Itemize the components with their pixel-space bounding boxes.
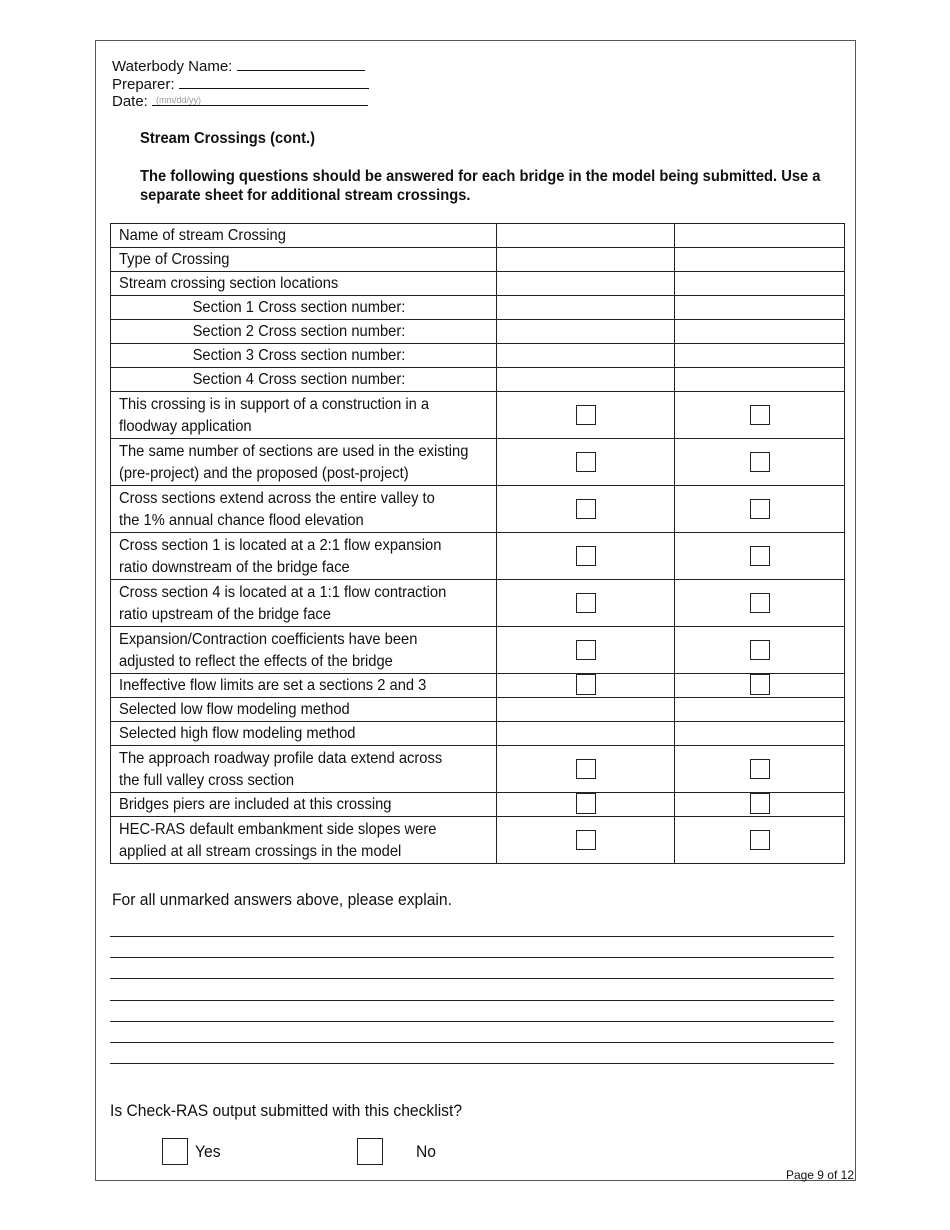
explain-line[interactable]: [110, 1042, 834, 1043]
checkbox[interactable]: [576, 405, 596, 425]
question-text: Cross section 1 is located at a 2:1 flow expansion: [119, 537, 442, 554]
checklist-row: [111, 344, 845, 368]
question-text: Selected high flow modeling method: [119, 725, 356, 742]
crossing-2-cell[interactable]: [675, 674, 845, 698]
crossing-1-cell[interactable]: [497, 248, 675, 272]
checklist-row: [111, 533, 845, 580]
checkbox[interactable]: [576, 793, 596, 814]
preparer-field[interactable]: [112, 75, 369, 93]
date-field[interactable]: [112, 92, 368, 110]
checklist-row: [111, 817, 845, 864]
question-text: Ineffective flow limits are set a sections 2 and 3: [119, 677, 427, 694]
checkbox[interactable]: [576, 546, 596, 566]
crossing-1-cell[interactable]: [497, 817, 675, 864]
crossing-2-cell[interactable]: [675, 580, 845, 627]
question-cell: [111, 486, 497, 533]
question-text: the full valley cross section: [119, 772, 295, 789]
question-cell: [111, 793, 497, 817]
question-text: adjusted to reflect the effects of the bridge: [119, 653, 393, 670]
question-text: Section 3 Cross section number:: [192, 347, 406, 364]
question-text: ratio upstream of the bridge face: [119, 606, 331, 623]
crossing-2-cell[interactable]: [675, 344, 845, 368]
checklist-row: [111, 674, 845, 698]
crossing-1-cell[interactable]: [497, 698, 675, 722]
explain-line[interactable]: [110, 978, 834, 979]
question-text: Stream crossing section locations: [119, 275, 339, 292]
crossing-1-cell[interactable]: [497, 272, 675, 296]
checklist-row: [111, 486, 845, 533]
question-text: applied at all stream crossings in the model: [119, 843, 402, 860]
question-cell: [111, 320, 497, 344]
checkbox[interactable]: [576, 674, 596, 695]
question-text: Selected low flow modeling method: [119, 701, 350, 718]
checkbox[interactable]: [576, 830, 596, 850]
crossing-2-cell[interactable]: [675, 817, 845, 864]
question-text: Name of stream Crossing: [119, 227, 286, 244]
crossing-2-cell[interactable]: [675, 722, 845, 746]
crossing-2-cell[interactable]: [675, 272, 845, 296]
checkbox[interactable]: [576, 759, 596, 779]
question-cell: [111, 674, 497, 698]
question-text: Section 4 Cross section number:: [192, 371, 406, 388]
crossing-2-cell[interactable]: [675, 439, 845, 486]
date-label: Date:: [112, 93, 148, 110]
question-cell: [111, 722, 497, 746]
explain-prompt: For all unmarked answers above, please explain.: [112, 890, 452, 909]
question-text: This crossing is in support of a construction in a: [119, 396, 430, 413]
checklist-row: [111, 320, 845, 344]
crossing-1-cell[interactable]: [497, 722, 675, 746]
question-cell: [111, 272, 497, 296]
waterbody-name-blank[interactable]: [237, 57, 365, 71]
checkbox[interactable]: [576, 499, 596, 519]
checklist-row: [111, 368, 845, 392]
checklist-row: [111, 746, 845, 793]
crossing-2-cell[interactable]: [675, 224, 845, 248]
no-option[interactable]: [357, 1138, 438, 1165]
checkras-question: Is Check-RAS output submitted with this checklist?: [110, 1101, 463, 1120]
question-cell: [111, 248, 497, 272]
crossing-2-cell[interactable]: [675, 368, 845, 392]
question-text: Section 1 Cross section number:: [192, 299, 406, 316]
explain-line[interactable]: [110, 1063, 834, 1064]
question-text: The same number of sections are used in the existing: [119, 443, 469, 460]
crossing-1-cell[interactable]: [497, 486, 675, 533]
instructions: The following questions should be answered for each bridge in the model being submitted. Use a separate sheet for additional stream crossings.: [140, 168, 821, 204]
question-text: floodway application: [119, 418, 252, 435]
crossing-1-cell[interactable]: [497, 580, 675, 627]
crossing-2-cell[interactable]: [675, 698, 845, 722]
crossing-1-cell[interactable]: [497, 296, 675, 320]
yes-label: Yes: [195, 1141, 221, 1161]
checkbox[interactable]: [750, 759, 770, 779]
crossing-1-cell[interactable]: [497, 674, 675, 698]
page-number: Page 9 of 12: [785, 1168, 854, 1182]
checkbox[interactable]: [750, 452, 770, 472]
checkbox[interactable]: [576, 640, 596, 660]
checkbox[interactable]: [576, 452, 596, 472]
checkbox[interactable]: [750, 546, 770, 566]
question-cell: [111, 817, 497, 864]
checklist-row: [111, 248, 845, 272]
question-text: Cross section 4 is located at a 1:1 flow contraction: [119, 584, 447, 601]
checkbox[interactable]: [750, 593, 770, 613]
crossing-2-cell[interactable]: [675, 746, 845, 793]
checklist-row: [111, 580, 845, 627]
explain-line[interactable]: [110, 1021, 834, 1022]
question-text: the 1% annual chance flood elevation: [119, 512, 364, 529]
crossing-2-cell[interactable]: [675, 392, 845, 439]
preparer-blank[interactable]: [179, 75, 369, 89]
checklist-row: [111, 272, 845, 296]
crossing-1-cell[interactable]: [497, 439, 675, 486]
crossing-2-cell[interactable]: [675, 296, 845, 320]
crossing-2-cell[interactable]: [675, 486, 845, 533]
waterbody-name-label: Waterbody Name:: [112, 58, 233, 75]
crossing-1-cell[interactable]: [497, 746, 675, 793]
checklist-row: [111, 392, 845, 439]
checkbox[interactable]: [750, 405, 770, 425]
question-text: Expansion/Contraction coefficients have been: [119, 631, 418, 648]
checkbox[interactable]: [750, 499, 770, 519]
question-text: Section 2 Cross section number:: [192, 323, 406, 340]
checkbox[interactable]: [750, 830, 770, 850]
checklist-row: [111, 224, 845, 248]
checklist-row: [111, 722, 845, 746]
question-cell: [111, 746, 497, 793]
checkbox[interactable]: [750, 640, 770, 660]
checklist-row: [111, 793, 845, 817]
crossing-2-cell[interactable]: [675, 793, 845, 817]
date-blank[interactable]: [152, 92, 368, 106]
question-cell: [111, 439, 497, 486]
question-text: HEC-RAS default embankment side slopes were: [119, 821, 437, 838]
question-cell: [111, 627, 497, 674]
question-cell: [111, 580, 497, 627]
question-cell: [111, 224, 497, 248]
checkbox[interactable]: [750, 674, 770, 695]
question-cell: [111, 698, 497, 722]
waterbody-name-field[interactable]: [112, 57, 365, 75]
question-cell: [111, 533, 497, 580]
date-hint: (mm/dd/yy): [156, 95, 202, 105]
crossing-2-cell[interactable]: [675, 533, 845, 580]
question-text: The approach roadway profile data extend across: [119, 750, 443, 767]
crossing-1-cell[interactable]: [497, 320, 675, 344]
checklist-row: [111, 698, 845, 722]
checklist-row: [111, 627, 845, 674]
question-text: ratio downstream of the bridge face: [119, 559, 350, 576]
question-cell: [111, 344, 497, 368]
yes-option[interactable]: [162, 1138, 223, 1165]
no-checkbox[interactable]: [357, 1138, 383, 1165]
explain-line[interactable]: [110, 936, 834, 937]
crossing-2-cell[interactable]: [675, 627, 845, 674]
crossing-1-cell[interactable]: [497, 368, 675, 392]
crossing-1-cell[interactable]: [497, 224, 675, 248]
crossing-2-cell[interactable]: [675, 320, 845, 344]
question-text: Type of Crossing: [119, 251, 230, 268]
question-cell: [111, 296, 497, 320]
crossing-1-cell[interactable]: [497, 793, 675, 817]
preparer-label: Preparer:: [112, 76, 175, 93]
checkbox[interactable]: [576, 593, 596, 613]
checklist-row: [111, 296, 845, 320]
question-cell: [111, 368, 497, 392]
yes-checkbox[interactable]: [162, 1138, 188, 1165]
question-text: Cross sections extend across the entire valley to: [119, 490, 435, 507]
crossing-1-cell[interactable]: [497, 533, 675, 580]
explain-line[interactable]: [110, 1000, 834, 1001]
question-text: (pre-project) and the proposed (post-project): [119, 465, 409, 482]
question-cell: [111, 392, 497, 439]
checklist-table: [110, 223, 845, 864]
question-text: Bridges piers are included at this crossing: [119, 796, 392, 813]
explain-line[interactable]: [110, 957, 834, 958]
crossing-1-cell[interactable]: [497, 344, 675, 368]
no-label: No: [416, 1141, 436, 1161]
crossing-1-cell[interactable]: [497, 627, 675, 674]
crossing-1-cell[interactable]: [497, 392, 675, 439]
section-title: Stream Crossings (cont.): [140, 130, 316, 147]
checkbox[interactable]: [750, 793, 770, 814]
crossing-2-cell[interactable]: [675, 248, 845, 272]
checklist-row: [111, 439, 845, 486]
